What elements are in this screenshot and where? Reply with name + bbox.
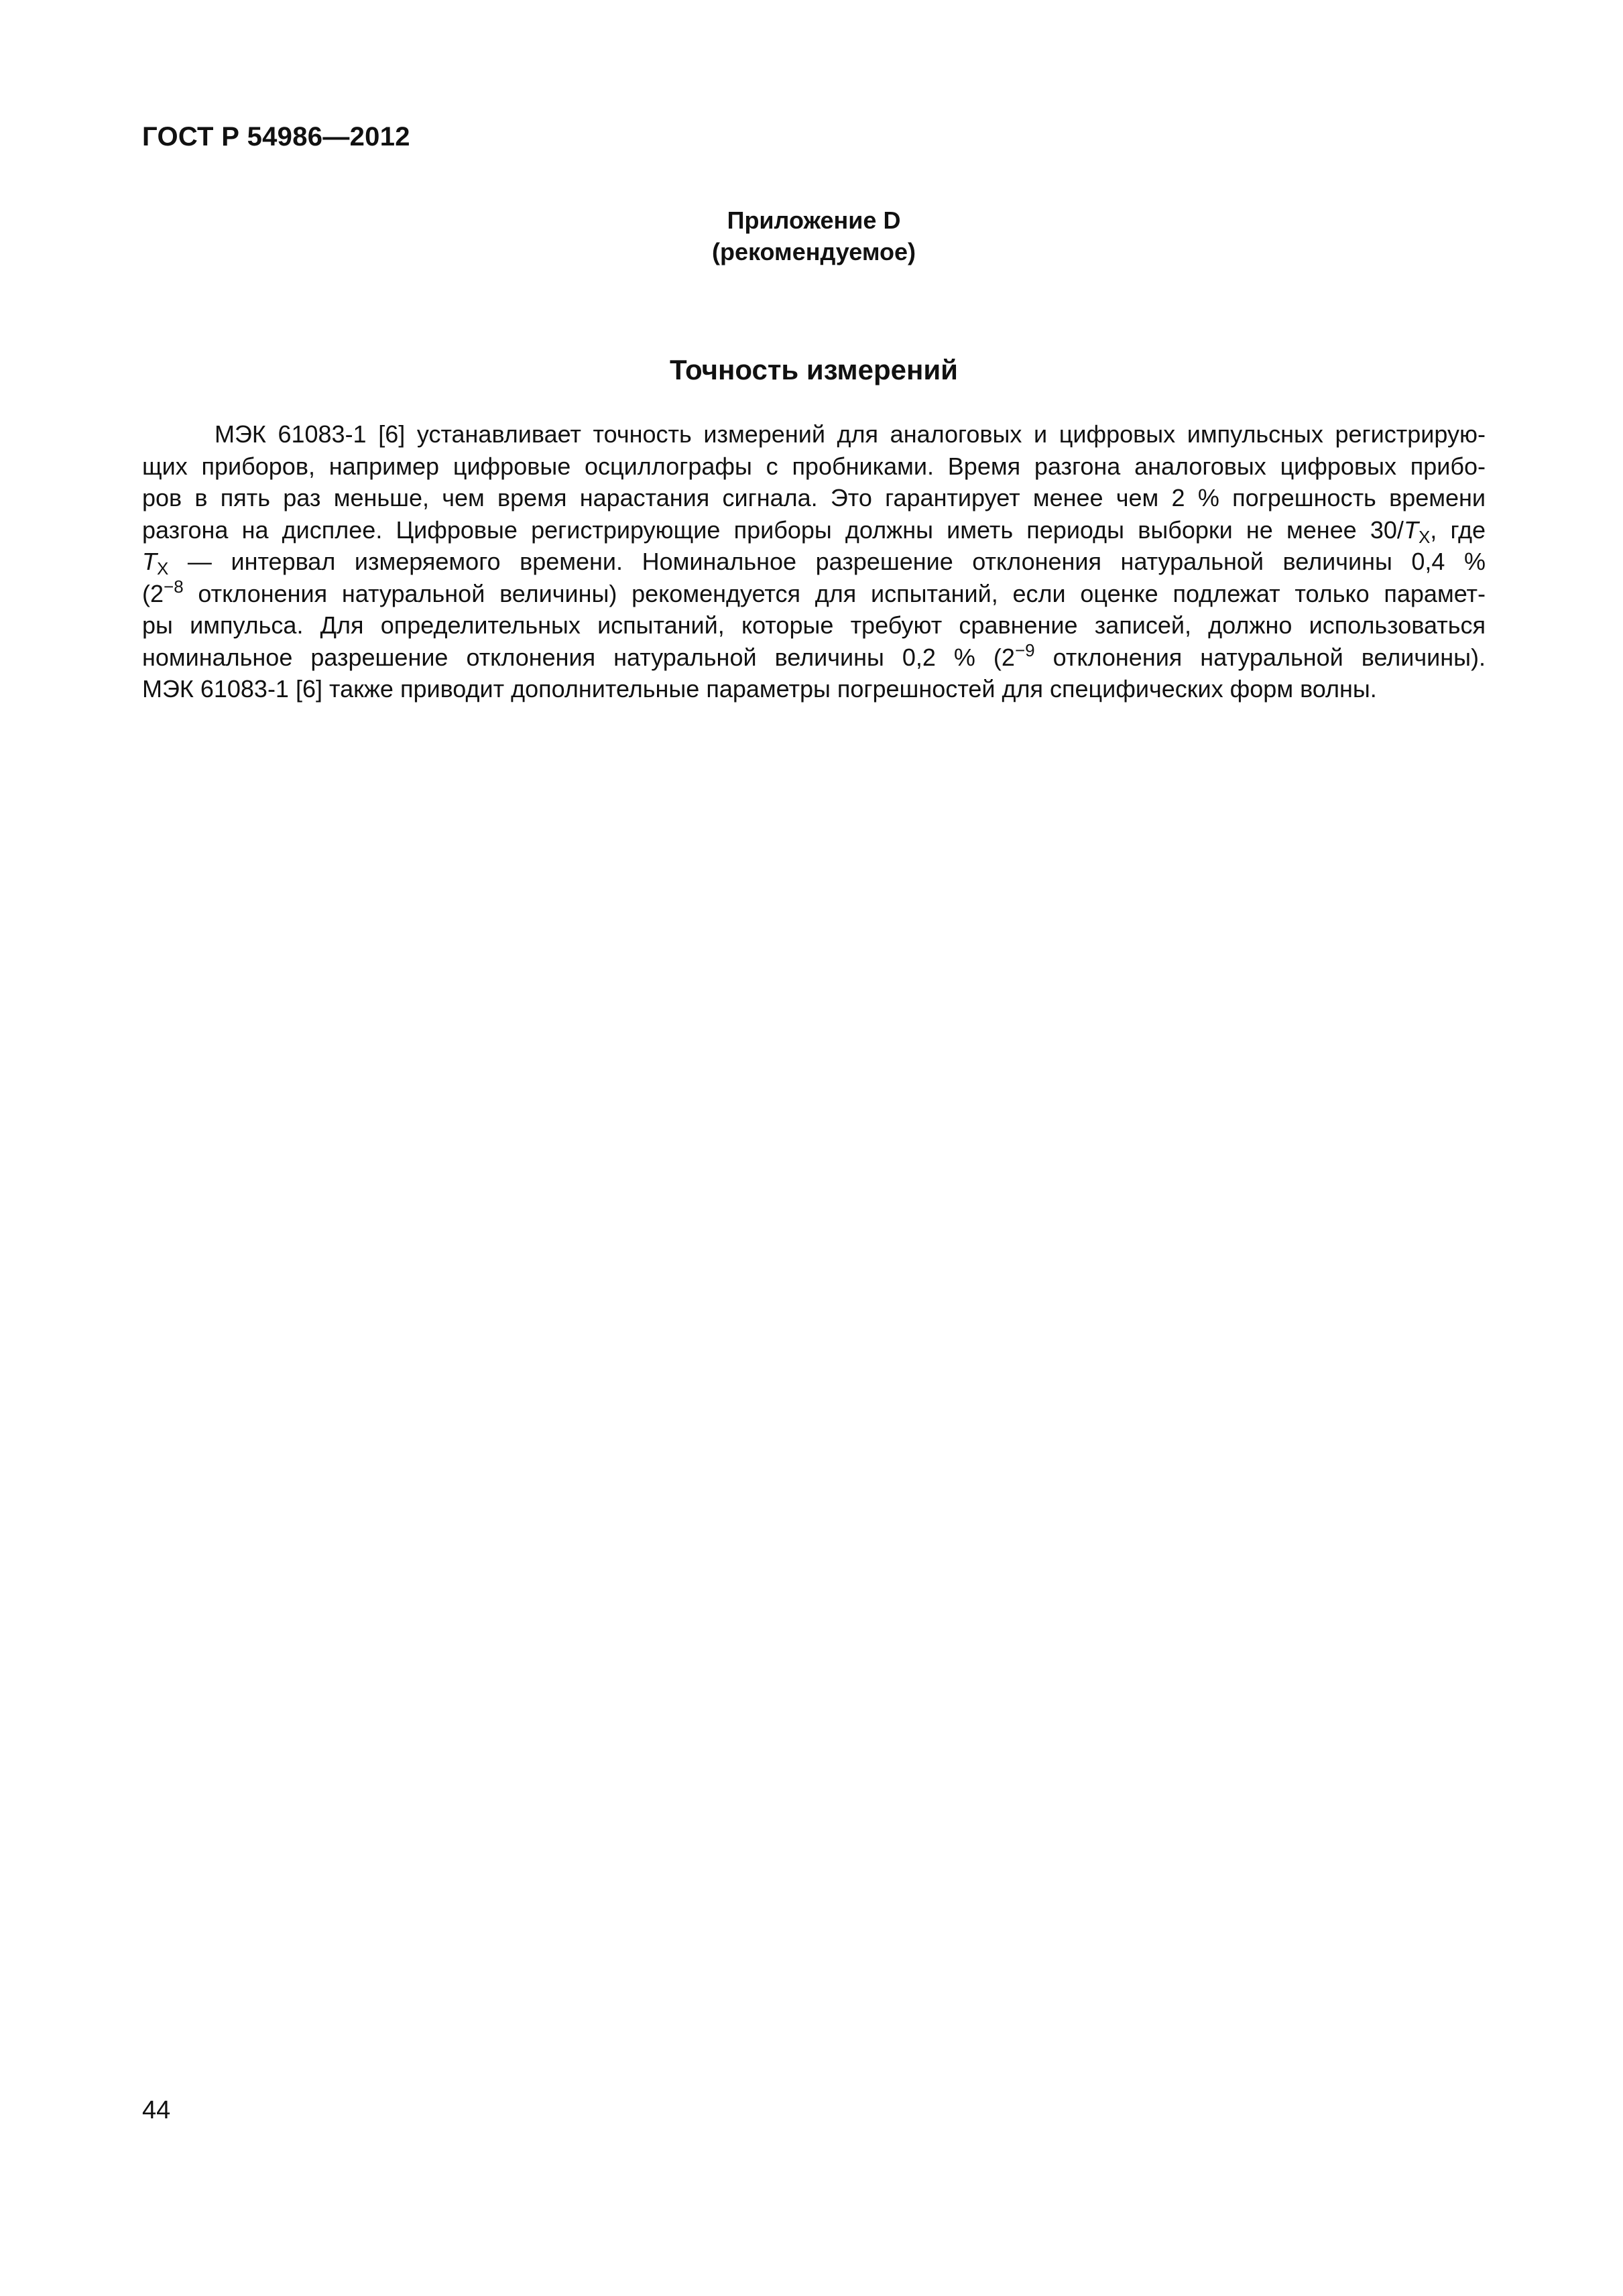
paragraph-line: щих приборов, например цифровые осциллографы с пробниками. Время разгона аналоговых цифровых прибо- [142,452,1486,480]
paragraph-line: МЭК 61083-1 [6] также приводит дополнительные параметры погрешностей для специфических форм волны. [142,675,1377,703]
paragraph-line [142,546,1486,578]
text-segment: разгона на дисплее. Цифровые регистрирующие приборы должны иметь периоды выборки не менее 30/ [142,516,1404,544]
symbol-t: T [142,548,157,575]
body-paragraph [142,418,1486,705]
section-title: Точность измерений [670,354,958,385]
appendix-label: Приложение D [727,206,901,234]
text-segment: — интервал измеряемого времени. Номинальное разрешение отклонения натуральной величины 0,4 % [168,548,1486,575]
text-segment: отклонения натуральной величины) рекомендуется для испытаний, если оценке подлежат только парамет- [183,579,1486,607]
symbol-t: T [1403,516,1419,544]
text-segment: отклонения натуральной величины). [1034,643,1486,671]
paragraph-line [142,642,1486,674]
paragraph-line: МЭК 61083-1 [6] устанавливает точность измерений для аналоговых и цифровых импульсных регистрирую- [215,420,1486,448]
page-number: 44 [142,2096,171,2124]
paragraph-line [142,514,1486,546]
document-code: ГОСТ Р 54986—2012 [142,122,410,152]
text-segment: номинальное разрешение отклонения натуральной величины 0,2 % (2 [142,643,1015,671]
paragraph-line [142,578,1486,610]
paragraph-line: ров в пять раз меньше, чем время нарастания сигнала. Это гарантирует менее чем 2 % погрешность времени [142,484,1486,511]
appendix-status: (рекомендуемое) [712,238,916,265]
appendix-heading [142,204,1486,267]
subscript-x: X [1418,526,1431,547]
text-segment: , где [1430,516,1486,544]
exponent: −8 [164,576,184,597]
exponent: −9 [1014,640,1035,660]
text-segment: (2 [142,579,164,607]
paragraph-line: ры импульса. Для определительных испытаний, которые требуют сравнение записей, должно использоваться [142,611,1486,639]
subscript-x: X [157,558,169,579]
